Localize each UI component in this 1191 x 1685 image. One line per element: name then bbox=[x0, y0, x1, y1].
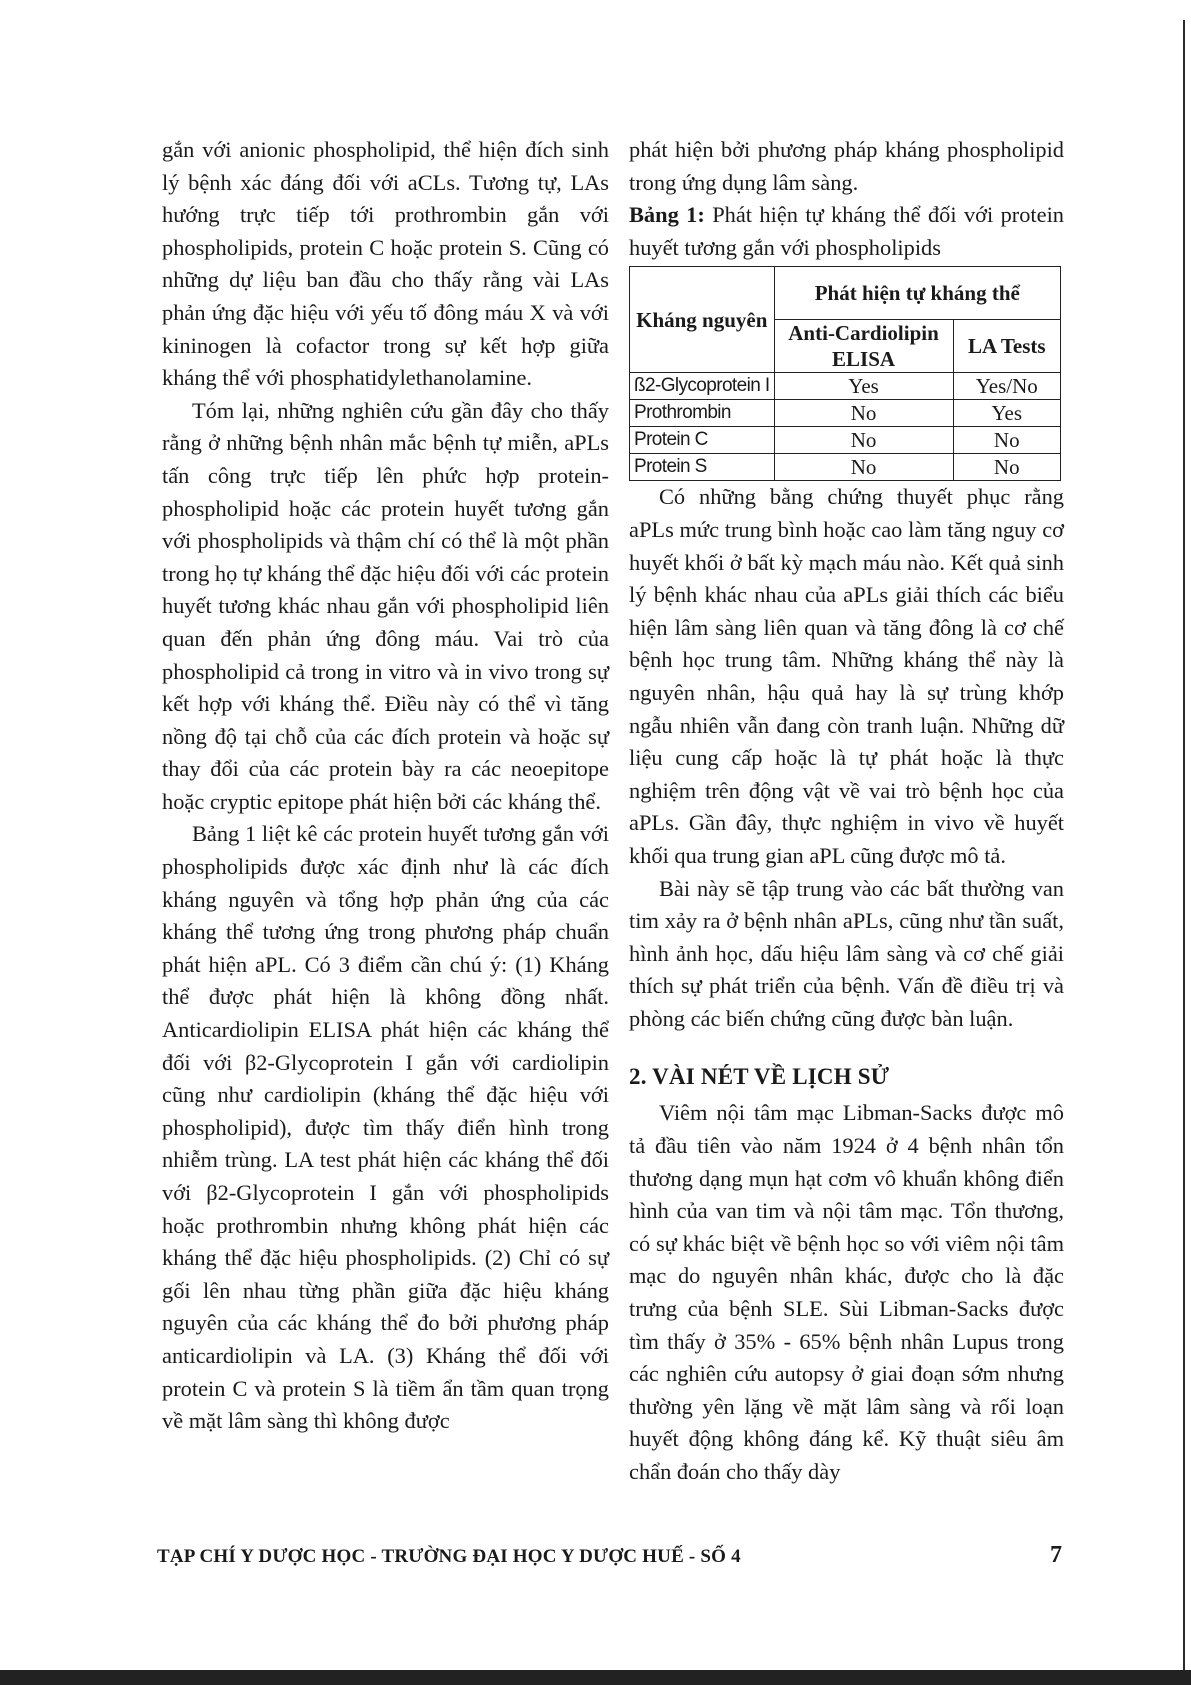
paragraph: Bảng 1 liệt kê các protein huyết tương gắn với phospholipids được xác định như là các đích kháng nguyên và tổng hợp phản ứng của các kháng thể tương ứng trong phương pháp chuẩn phát hiện aPL. Có 3 điểm cần chú ý: (1) Kháng thể được phát hiện là không đồng nhất. Anticardiolipin ELISA phát hiện các kháng thể đối với β2-Glycoprotein I gắn với cardiolipin cũng như cardiolipin (kháng thể đặc hiệu với phospholipid), được tìm thấy điển hình trong nhiễm trùng. LA test phát hiện các kháng thể đối với β2-Glycoprotein I gắn với phospholipids hoặc prothrombin nhưng không phát hiện các kháng thể đặc hiệu phospholipids. (2) Chỉ có sự gối lên nhau từng phần giữa đặc hiệu kháng nguyên của các kháng thể đo bởi phương pháp anticardiolipin và LA. (3) Kháng thể đối với protein C và protein S là tiềm ẩn tầm quan trọng về mặt lâm sàng thì không được bbox=[162, 821, 609, 1434]
cell-la: Yes bbox=[953, 400, 1060, 427]
cell-antigen: ß2-Glycoprotein I bbox=[630, 373, 775, 400]
cell-la: Yes/No bbox=[953, 373, 1060, 400]
antigen-table bbox=[629, 266, 1061, 481]
paragraph: Tóm lại, những nghiên cứu gần đây cho thấy rằng ở những bệnh nhân mắc bệnh tự miễn, aPLs tấn công trực tiếp lên phức hợp protein-phospholipid hoặc các protein huyết tương gắn với phospholipids và thậm chí có thể là một phần trong họ tự kháng thể đặc hiệu đối với các protein huyết tương khác nhau gắn với phospholipid liên quan đến phản ứng đông máu. Vai trò của phospholipid cả trong in vitro và in vivo trong sự kết hợp với kháng thể. Điều này có thể vì tăng nồng độ tại chỗ của các đích protein và hoặc sự thay đổi của các protein bày ra các neoepitope hoặc cryptic epitope phát hiện bởi các kháng thể. bbox=[162, 397, 609, 814]
cell-acl: No bbox=[774, 427, 953, 454]
header-antigen: Kháng nguyên bbox=[630, 267, 775, 373]
cell-acl: No bbox=[774, 400, 953, 427]
paragraph: Có những bằng chứng thuyết phục rằng aPLs mức trung bình hoặc cao làm tăng nguy cơ huyết khối ở bất kỳ mạch máu nào. Kết quả sinh lý bệnh khác nhau của aPLs giải thích các biểu hiện lâm sàng liên quan và tăng đông là cơ chế bệnh học trung tâm. Những kháng thể này là nguyên nhân, hậu quả hay là sự trùng khớp ngẫu nhiên vẫn đang còn tranh luận. Những dữ liệu cung cấp hoặc là tự phát hoặc là thực nghiệm trên động vật về vai trò bệnh học của aPLs. Gần đây, thực nghiệm in vivo về huyết khối qua trung gian aPL cũng được mô tả. bbox=[629, 484, 1064, 868]
cell-la: No bbox=[953, 427, 1060, 454]
header-acl: Anti-Cardiolipin ELISA bbox=[774, 320, 953, 373]
cell-acl: Yes bbox=[774, 373, 953, 400]
paragraph: gắn với anionic phospholipid, thể hiện đích sinh lý bệnh xác đáng đối với aCLs. Tương tự, LAs hướng trực tiếp tới prothrombin gắn với phospholipids, protein C hoặc protein S. Cũng có những dự liệu ban đầu cho thấy rằng vài LAs phản ứng đặc hiệu với yếu tố đông máu X và với kininogen là cofactor trong sự kết hợp giữa kháng thể với phosphatidylethanolamine. bbox=[162, 137, 609, 391]
table-caption-label: Bảng 1: bbox=[629, 202, 705, 228]
cell-antigen: Protein S bbox=[630, 454, 775, 481]
cell-antigen: Protein C bbox=[630, 427, 775, 454]
paragraph: Viêm nội tâm mạc Libman-Sacks được mô tả đầu tiên vào năm 1924 ở 4 bệnh nhân tổn thương dạng mụn hạt cơm vô khuẩn không điển hình của van tim và nội tâm mạc. Tổn thương, có sự khác biệt về bệnh học so với viêm nội tâm mạc do nguyên nhân khác, được cho là đặc trưng của bệnh SLE. Sùi Libman-Sacks được tìm thấy ở 35% - 65% bệnh nhân Lupus trong các nghiên cứu autopsy ở giai đoạn sớm nhưng thường yên lặng về mặt lâm sàng và rối loạn huyết động không đáng kể. Kỹ thuật siêu âm chẩn đoán cho thấy dày bbox=[629, 1100, 1064, 1484]
table-caption bbox=[629, 199, 1064, 264]
journal-footer: TẠP CHÍ Y DƯỢC HỌC - TRƯỜNG ĐẠI HỌC Y DƯỢC HUẾ - SỐ 4 bbox=[157, 1546, 741, 1567]
paragraph: phát hiện bởi phương pháp kháng phospholipid trong ứng dụng lâm sàng. bbox=[629, 137, 1064, 195]
section-heading: 2. VÀI NÉT VỀ LỊCH SỬ bbox=[629, 1064, 890, 1090]
right-column bbox=[629, 134, 1064, 1489]
table-caption-text: Phát hiện tự kháng thể đối với protein huyết tương gắn với phospholipids bbox=[629, 202, 1065, 260]
page-number: 7 bbox=[1050, 1542, 1062, 1568]
table-row bbox=[630, 454, 1061, 481]
cell-acl: No bbox=[774, 454, 953, 481]
paragraph: Bài này sẽ tập trung vào các bất thường van tim xảy ra ở bệnh nhân aPLs, cũng như tần suất, hình ảnh học, dấu hiệu lâm sàng và cơ chế giải thích sự phát triển của bệnh. Vấn đề điều trị và phòng các biến chứng cũng được bàn luận. bbox=[629, 875, 1064, 1031]
scan-edge-line bbox=[1183, 20, 1185, 1685]
cell-antigen: Prothrombin bbox=[630, 400, 775, 427]
table-row bbox=[630, 373, 1061, 400]
left-column bbox=[162, 134, 609, 1438]
scan-bottom-band bbox=[0, 1670, 1191, 1685]
table-row bbox=[630, 400, 1061, 427]
header-detect: Phát hiện tự kháng thể bbox=[774, 267, 1060, 320]
table-row bbox=[630, 427, 1061, 454]
header-la: LA Tests bbox=[953, 320, 1060, 373]
cell-la: No bbox=[953, 454, 1060, 481]
